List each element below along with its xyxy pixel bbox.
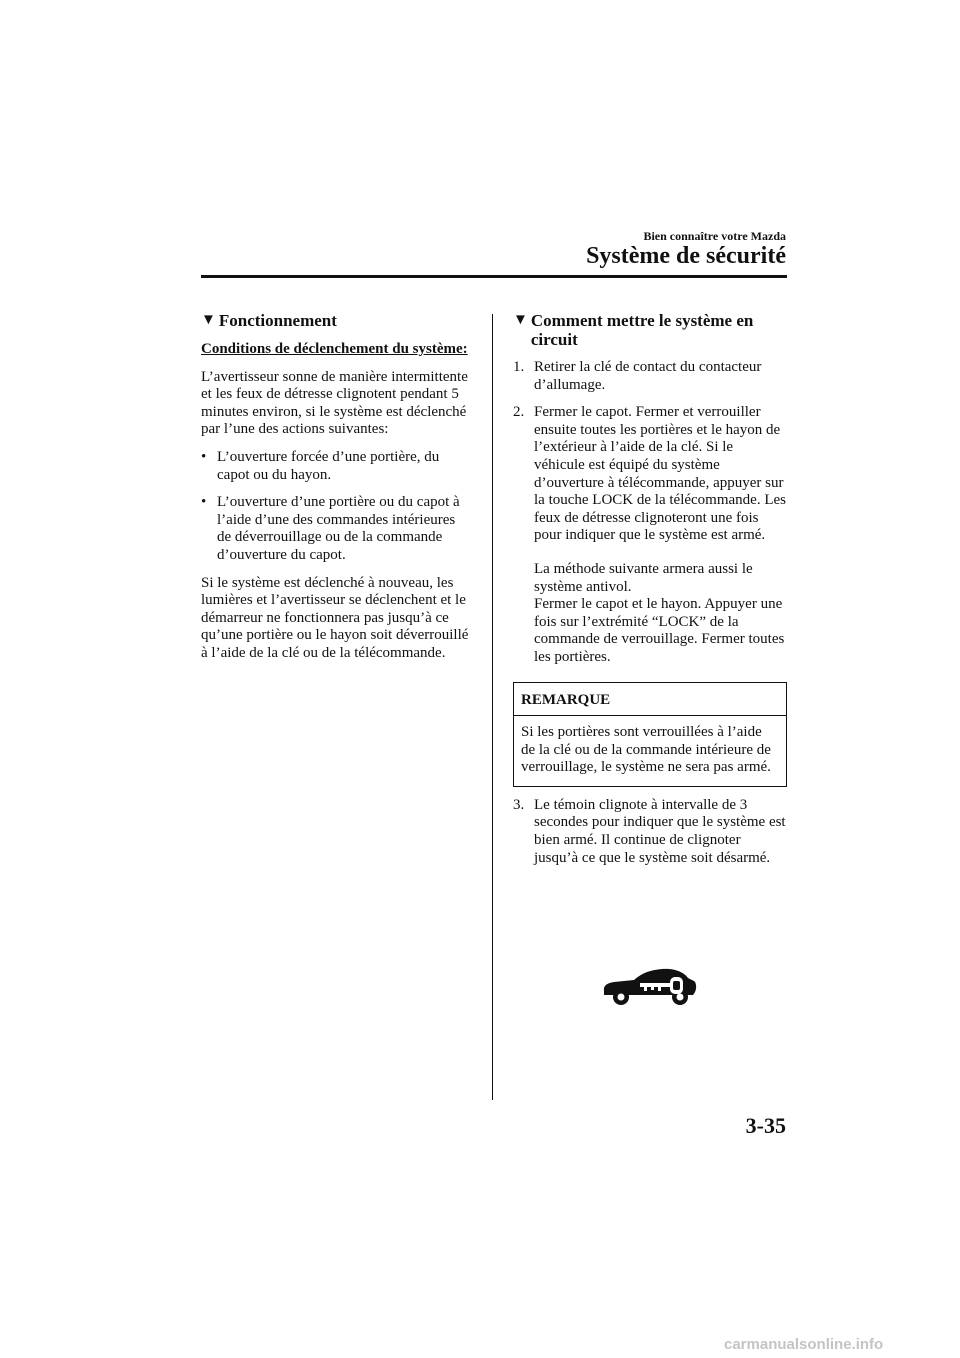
step-2-alt-intro: La méthode suivante armera aussi le système antivol. — [534, 560, 753, 595]
bullet-icon: • — [201, 494, 207, 511]
watermark: carmanualsonline.info — [724, 1336, 884, 1353]
intro-paragraph: L’avertisseur sonne de manière intermittente et les feux de détresse clignotent pendant 5 minutes environ, si le système est déclenché par l’une des actions suivantes: — [201, 368, 468, 438]
left-column — [201, 311, 473, 663]
triangle-down-icon: ▼ — [201, 312, 216, 328]
column-divider — [492, 314, 493, 1100]
list-item: • L’ouverture d’une portière ou du capot à l’aide d’une des commandes intérieures de déverrouillage ou de la commande d’ouverture du capot. — [201, 494, 460, 563]
step-2-text: Fermer le capot. Fermer et verrouiller ensuite toutes les portières et le hayon de l’extérieur à l’aide de la clé. Si le véhicule est équipé du système d’ouverture à télécommande, appuyer sur la touche LOCK de la télécommande. Les feux de détresse clignoteront une fois pour indiquer que le système est armé. — [534, 404, 786, 544]
closing-paragraph: Si le système est déclenché à nouveau, les lumières et l’avertisseur se déclenchent et le démarreur ne fonctionnera pas jusqu’à ce qu’une portière ou le hayon soit déverrouillé à l’aide de la clé ou de la télécommande. — [201, 574, 469, 661]
page-title: Système de sécurité — [586, 243, 786, 269]
step-item-3: 3. Le témoin clignote à intervalle de 3 secondes pour indiquer que le système est bien armé. Il continue de clignoter jusqu’à ce que le système soit désarmé. — [513, 796, 786, 866]
step-item-2: 2. Fermer le capot. Fermer et verrouiller ensuite toutes les portières et le hayon de l’extérieur à l’aide de la clé. Si le véhicule est équipé du système d’ouverture à télécommande, appuyer sur la touche LOCK de la télécommande. Les feux de détresse clignoteront une fois pour indiquer que le système est armé. La méthode suivante armera aussi le système antivol. Fermer le capot et le hayon. Appuyer une fois sur l’extrémité “LOCK” de la commande de verrouillage. Fermer toutes les portières. — [513, 404, 786, 665]
section-heading-operation: ▼ Fonctionnement — [201, 311, 337, 330]
car-key-security-icon — [600, 963, 698, 1011]
header-subtitle: Bien connaître votre Mazda — [643, 229, 786, 243]
list-item: • L’ouverture forcée d’une portière, du capot ou du hayon. — [201, 448, 440, 483]
bullet-icon: • — [201, 448, 207, 465]
header-rule — [201, 275, 787, 278]
step-item-1: 1. Retirer la clé de contact du contacteur d’allumage. — [513, 359, 762, 393]
note-box — [513, 682, 787, 787]
subheading-conditions: Conditions de déclenchement du système: — [201, 341, 468, 357]
note-title: REMARQUE — [514, 683, 786, 717]
note-body: Si les portières sont verrouillées à l’aide de la clé ou de la commande intérieure de verrouillage, le système ne sera pas armé. — [521, 724, 771, 776]
right-column — [513, 311, 787, 867]
step-2-alt-method: Fermer le capot et le hayon. Appuyer une fois sur l’extrémité “LOCK” de la commande de verrouillage. Fermer toutes les portières. — [534, 596, 785, 665]
triangle-down-icon: ▼ — [513, 312, 528, 328]
page-number: 3-35 — [745, 1113, 786, 1138]
section-heading-arming: ▼ Comment mettre le système en circuit — [513, 311, 754, 349]
